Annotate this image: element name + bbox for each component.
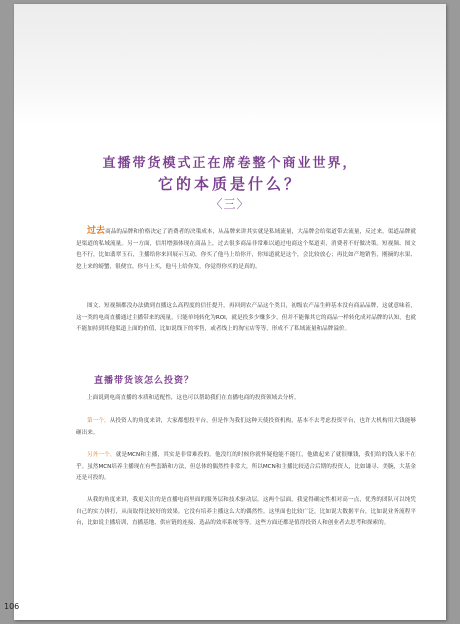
paragraph-2: 图文、短视频都没办法做到直播这么高程度的信任提升，再回到农产品这个类目，初级农产品生鲜基本没有商品品牌，这就意味着，这一类的电商直播通过主播带来的流量，只能单纯转化为ROI，就是投多少赚多少，但并不能像其它的商品一样转化成对品牌的认知，也就不能加持到其他渠道上面的价值，比如说线下的零售，或者线上的淘宝店等等，形成不了私域流量和品牌溢价。 bbox=[76, 303, 416, 333]
header-gradient bbox=[14, 4, 446, 124]
paragraph-1-body: 商品的品牌和价格决定了消费者的决策成本，从品牌来讲其实就是私域流量，大品牌会给渠道带去流量，反过来，渠道品牌就是渠道的私域流量。另一方面，信用增强体现在商品上，过去很多商品非常难以通过电商这个渠道卖，消费者不好做决策。短视频、图文也不行，比如翡翠玉石，主播给你来回展示互动，你买了他马上给你开，你知道就是这个，会比较放心；再比如产地销售，刚摘的水果、挖上来的螃蟹，很便宜，你马上买，他马上给你发，你觉得你买的是真的。 bbox=[76, 229, 416, 270]
paragraph-6: 从我的角度来讲，我更关注的是直播电商里面的服务层和技术驱动层。这两个层面，我觉得确定性相对高一点，优秀的团队可以纯凭自己的实力拼打，从而取得比较好的效果。它没有培养主播这么大的偶然性。这里面也比较广泛，比如说大数据平台，比如说业务流程平台，比如说主播培训，直播基地、供应链的连接、选品的效率系统等等。这些方面还都是值得投资人和创业者去思考和探索的。 bbox=[76, 497, 416, 527]
page-number: 106 bbox=[4, 602, 20, 611]
paragraph-1 bbox=[76, 226, 416, 273]
paragraph-1-lead: 过去 bbox=[87, 226, 106, 236]
title-line-2: 它的本质是什么？ bbox=[157, 175, 302, 193]
paragraph-5 bbox=[76, 450, 416, 485]
paragraph-4 bbox=[76, 416, 416, 439]
paragraph-3: 上面说到电商直播的本质和适配性，这也可以帮助我们在直播电商的投资领域去分析。 bbox=[87, 395, 300, 401]
title-part-number: 〈三〉 bbox=[210, 197, 250, 211]
section-heading: 直播带货该怎么投资？ bbox=[94, 376, 195, 386]
paragraph-5-lead: 另外一个， bbox=[87, 452, 116, 458]
paragraph-4-lead: 第一个， bbox=[87, 418, 110, 424]
page bbox=[14, 4, 446, 620]
paragraph-5-body: 就是MCN和主播，其实是非常难投的。他没红的时候你就怀疑他能不能红，他做起来了就很赚钱，我们给的钱人家不在乎。虽然MCN培养主播现在有些套路和方法，但总体的偶然性非常大，所以MCN和主播比较适合后期的投资人，比如谦寻、美腕，大基金还是可投的。 bbox=[76, 452, 416, 482]
paragraph-4-body: 从投资人的角度来讲，大家都想投平台，但是作为我们这种天使投资机构，基本不去考虑投资平台，也许大机构用大钱能够砸出来。 bbox=[76, 418, 416, 436]
title-line-1: 直播带货模式正在席卷整个商业世界， bbox=[102, 156, 358, 171]
